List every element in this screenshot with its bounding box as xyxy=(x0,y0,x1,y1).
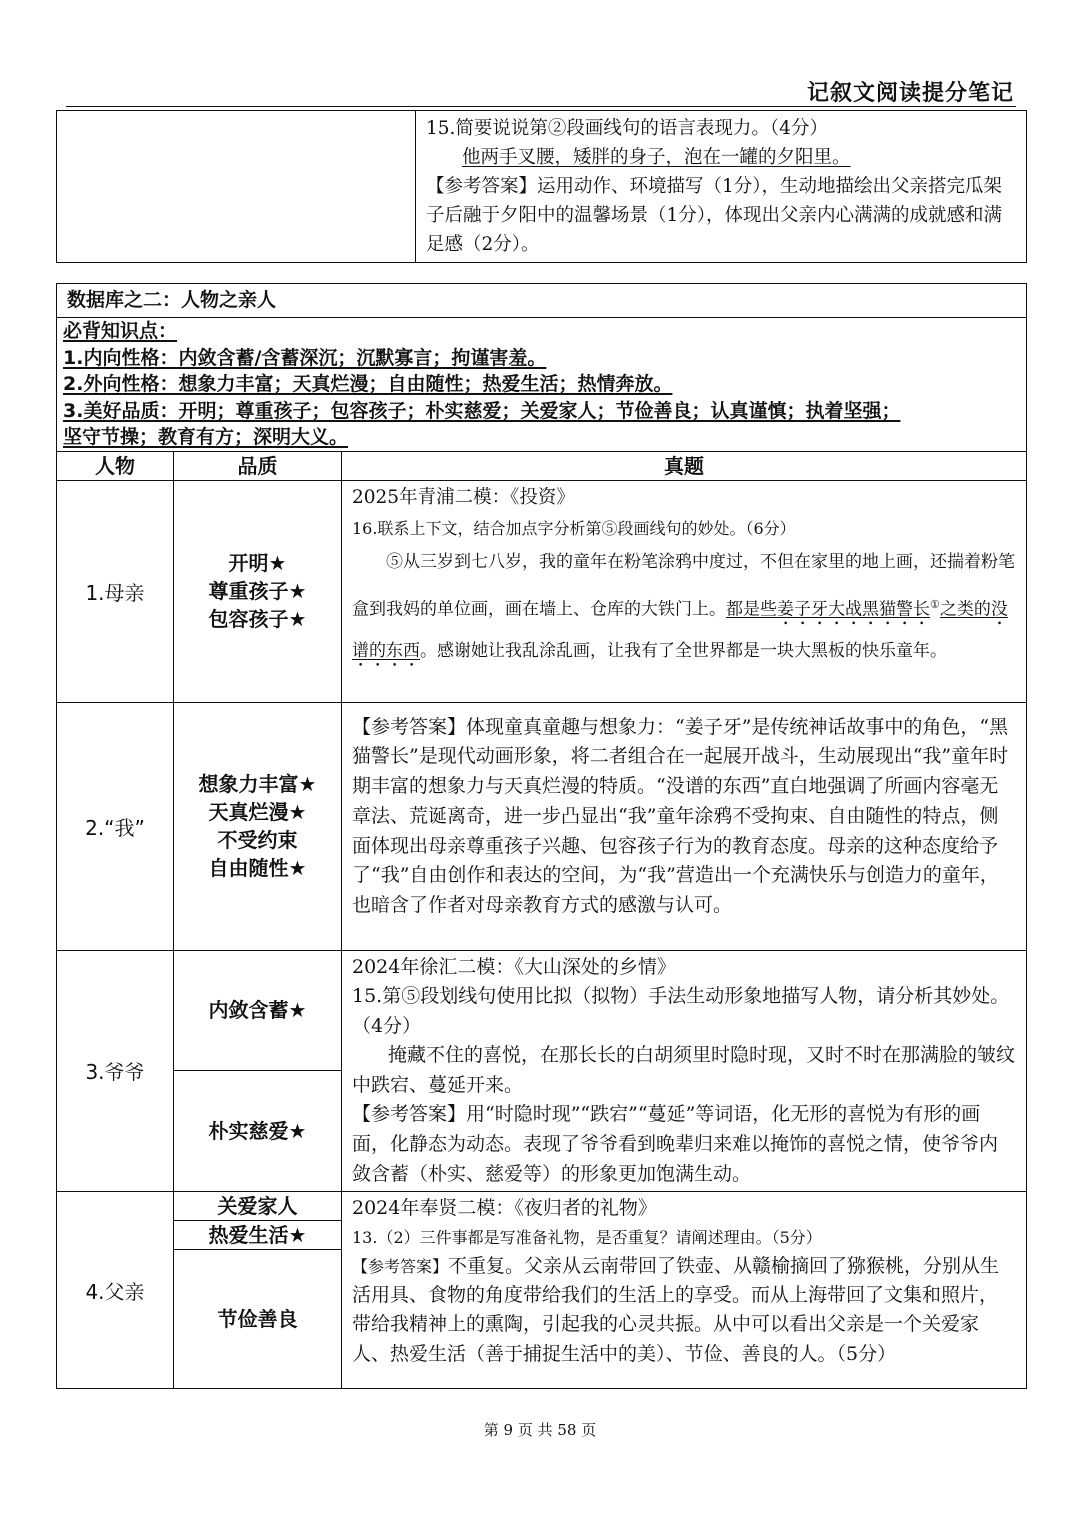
point-1: 1.内向性格：内敛含蓄/含蓄深沉；沉默寡言；拘谨害羞。 xyxy=(63,346,547,369)
underlined-quote: 他两手叉腰，矮胖的身子，泡在一罐的夕阳里。 xyxy=(462,147,851,168)
reference-answer: 【参考答案】运用动作、环境描写（1分），生动地描绘出父亲搭完瓜架子后融于夕阳中的温馨场景（1分），体现出父亲内心满满的成就感和满足感（2分）。 xyxy=(426,176,1003,255)
quality-grandpa-1: 内敛含蓄★ xyxy=(174,950,342,1070)
exam-mother xyxy=(342,480,1027,702)
quality-item: 自由随性★ xyxy=(208,856,307,880)
database-title: 数据库之二：人物之亲人 xyxy=(57,284,1027,318)
exam-passage: ⑤从三岁到七八岁，我的童年在粉笔涂鸦中度过，不但在家里的地上画，还揣着粉笔盒到我妈的单位画，画在墙上、仓库的大铁门上。都是些姜子牙大战黑猫警长①之类的没谱的东西。感谢她让我乱涂乱画，让我有了全世界都是一块大黑板的快乐童年。 xyxy=(352,552,1015,661)
header-quality: 品质 xyxy=(174,451,342,480)
exam-me-answer: 【参考答案】体现童真童趣与想象力：“姜子牙”是传统神话故事中的角色，“黑猫警长”是现代动画形象，将二者组合在一起展开战斗，生动展现出“我”童年时期丰富的想象力与天真烂漫的特质。“没谱的东西”直白地强调了所画内容毫无章法、荒诞离奇，进一步凸显出“我”童年涂鸦不受拘束、自由随性的特点，侧面体现出母亲尊重孩子兴趣、包容孩子行为的教育态度。母亲的这种态度给予了“我”自由创作和表达的空间，为“我”营造出一个充满快乐与创造力的童年，也暗含了作者对母亲教育方式的感激与认可。 xyxy=(342,702,1027,950)
previous-question-box xyxy=(56,110,1027,263)
exam-source: 2024年徐汇二模：《大山深处的乡情》 xyxy=(352,955,676,978)
question-15: 15.简要说说第②段画线句的语言表现力。（4分） xyxy=(426,118,828,139)
quality-item: 尊重孩子★ xyxy=(208,579,307,603)
must-know-label: 必背知识点： xyxy=(63,320,178,342)
question-cell xyxy=(416,111,1027,263)
qualities-me xyxy=(174,702,342,950)
quality-item: 不受约束 xyxy=(217,828,298,852)
exam-question: 15.第⑤段划线句使用比拟（拟物）手法生动形象地描写人物，请分析其妙处。（4分） xyxy=(352,985,1010,1037)
header-person: 人物 xyxy=(57,451,174,480)
exam-grandpa xyxy=(342,950,1027,1192)
page-header-title: 记叙文阅读提分笔记 xyxy=(806,81,1014,106)
header-exam: 真题 xyxy=(342,451,1027,480)
page-footer: 第 9 页 共 58 页 xyxy=(483,1421,597,1439)
header-rule xyxy=(66,106,1016,107)
quality-grandpa-2: 朴实慈爱★ xyxy=(174,1070,342,1191)
exam-answer: 【参考答案】用“时隐时现”“跌宕”“蔓延”等词语，化无形的喜悦为有形的画面，化静态为动态。表现了爷爷看到晚辈归来难以掩饰的喜悦之情，使爷爷内敛含蓄（朴实、慈爱等）的形象更加饱满生动。 xyxy=(352,1103,999,1185)
exam-quote: 掩藏不住的喜悦，在那长长的白胡须里时隐时现，又时不时在那满脸的皱纹中跌宕、蔓延开来。 xyxy=(352,1044,1016,1096)
person-grandpa: 3.爷爷 xyxy=(57,950,174,1192)
qualities-mother xyxy=(174,480,342,702)
database-table xyxy=(56,283,1027,1389)
point-3: 3.美好品质：开明；尊重孩子；包容孩子；朴实慈爱；关爱家人；节俭善良；认真谨慎；执着坚强； xyxy=(63,399,901,422)
exam-answer: 【参考答案】不重复。父亲从云南带回了铁壶、从赣榆摘回了猕猴桃，分别从生活用具、食物的角度带给我们的生活上的享受。而从上海带回了文集和照片，带给我精神上的熏陶，引起我的心灵共振。从中可以看出父亲是一个关爱家人、热爱生活（善于捕捉生活中的美）、节俭、善良的人。（5分） xyxy=(352,1254,1000,1365)
exam-question: 16.联系上下文，结合加点字分析第⑤段画线句的妙处。（6分） xyxy=(352,519,796,539)
point-3-cont: 坚守节操；教育有方；深明大义。 xyxy=(63,426,349,448)
point-2: 2.外向性格：想象力丰富；天真烂漫；自由随性；热爱生活；热情奔放。 xyxy=(63,373,673,395)
quality-item: 开明★ xyxy=(228,551,287,575)
exam-source: 2025年青浦二模：《投资》 xyxy=(352,486,575,508)
person-father: 4.父亲 xyxy=(57,1192,174,1389)
empty-left-cell xyxy=(57,111,416,263)
quality-father-3: 节俭善良 xyxy=(174,1250,342,1389)
person-me: 2.“我” xyxy=(57,702,174,950)
quality-father-2: 热爱生活★ xyxy=(174,1221,342,1250)
person-mother: 1.母亲 xyxy=(57,480,174,702)
exam-source: 2024年奉贤二模：《夜归者的礼物》 xyxy=(352,1197,657,1220)
quality-item: 想象力丰富★ xyxy=(198,772,317,796)
quality-item: 天真烂漫★ xyxy=(208,800,307,824)
exam-father xyxy=(342,1192,1027,1389)
quality-item: 包容孩子★ xyxy=(208,607,307,631)
exam-question: 13.（2）三件事都是写准备礼物，是否重复？请阐述理由。（5分） xyxy=(352,1227,822,1247)
must-know-points xyxy=(57,318,1027,452)
quality-father-1: 关爱家人 xyxy=(174,1192,342,1221)
